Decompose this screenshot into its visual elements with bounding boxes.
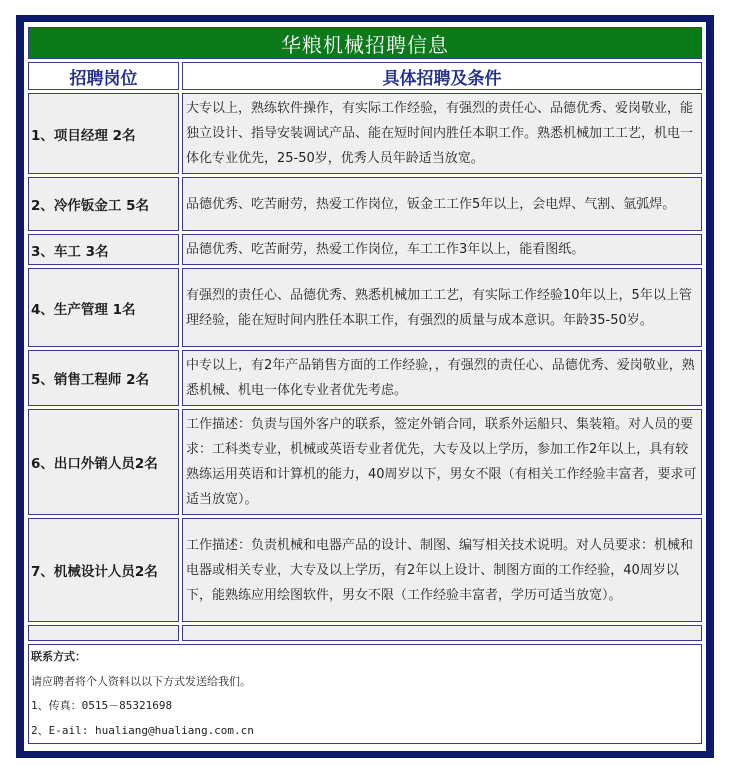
job-position: 5、销售工程师 2名 (28, 350, 179, 406)
column-header-position: 招聘岗位 (28, 62, 179, 90)
job-row (28, 268, 702, 347)
job-conditions: 品德优秀、吃苦耐劳，热爱工作岗位，车工工作3年以上，能看图纸。 (182, 234, 702, 265)
job-position: 6、出口外销人员2名 (28, 409, 179, 515)
job-row (28, 234, 702, 265)
contact-email: 2、E-ail: hualiang@hualiang.com.cn (31, 723, 254, 737)
job-position: 4、生产管理 1名 (28, 268, 179, 347)
job-row (28, 350, 702, 406)
job-row (28, 93, 702, 174)
contact-intro: 请应聘者将个人资料以以下方式发送给我们。 (31, 674, 251, 688)
recruitment-panel (24, 22, 706, 751)
job-conditions: 大专以上，熟练软件操作，有实际工作经验，有强烈的责任心、品德优秀、爱岗敬业，能独立设计、指导安装调试产品、能在短时间内胜任本职工作。熟悉机械加工工艺，机电一体化专业优先，25-50岁，优秀人员年龄适当放宽。 (182, 93, 702, 174)
job-conditions: 工作描述：负责机械和电器产品的设计、制图、编写相关技术说明。对人员要求：机械和电器或相关专业，大专及以上学历，有2年以上设计、制图方面的工作经验，40周岁以下，能熟练应用绘图软件，男女不限（工作经验丰富者，学历可适当放宽）。 (182, 518, 702, 622)
contact-label: 联系方式： (31, 650, 86, 663)
job-conditions: 中专以上，有2年产品销售方面的工作经验，，有强烈的责任心、品德优秀、爱岗敬业，熟悉机械、机电一体化专业者优先考虑。 (182, 350, 702, 406)
column-header-conditions: 具体招聘及条件 (182, 62, 702, 90)
contact-section (28, 644, 702, 744)
recruitment-frame (16, 15, 714, 758)
page-title: 华粮机械招聘信息 (28, 27, 702, 59)
contact-fax: 1、传真：0515－85321698 (31, 699, 173, 712)
job-conditions: 有强烈的责任心、品德优秀、熟悉机械加工工艺，有实际工作经验10年以上，5年以上管理经验，能在短时间内胜任本职工作，有强烈的质量与成本意识。年龄35-50岁。 (182, 268, 702, 347)
job-row (28, 409, 702, 515)
empty-cell (182, 625, 702, 641)
job-conditions: 工作描述：负责与国外客户的联系，签定外销合同，联系外运船只、集装箱。对人员的要求：工科类专业，机械或英语专业者优先，大专及以上学历，参加工作2年以上，具有较熟练运用英语和计算机的能力，40周岁以下，男女不限（有相关工作经验丰富者，要求可适当放宽）。 (182, 409, 702, 515)
job-conditions: 品德优秀、吃苦耐劳，热爱工作岗位，钣金工工作5年以上，会电焊、气割、氩弧焊。 (182, 177, 702, 231)
empty-row (28, 625, 702, 641)
job-position: 1、项目经理 2名 (28, 93, 179, 174)
job-position: 2、冷作钣金工 5名 (28, 177, 179, 231)
job-position: 3、车工 3名 (28, 234, 179, 265)
job-position: 7、机械设计人员2名 (28, 518, 179, 622)
job-row (28, 177, 702, 231)
job-row (28, 518, 702, 622)
empty-cell (28, 625, 179, 641)
recruitment-table (25, 24, 705, 747)
